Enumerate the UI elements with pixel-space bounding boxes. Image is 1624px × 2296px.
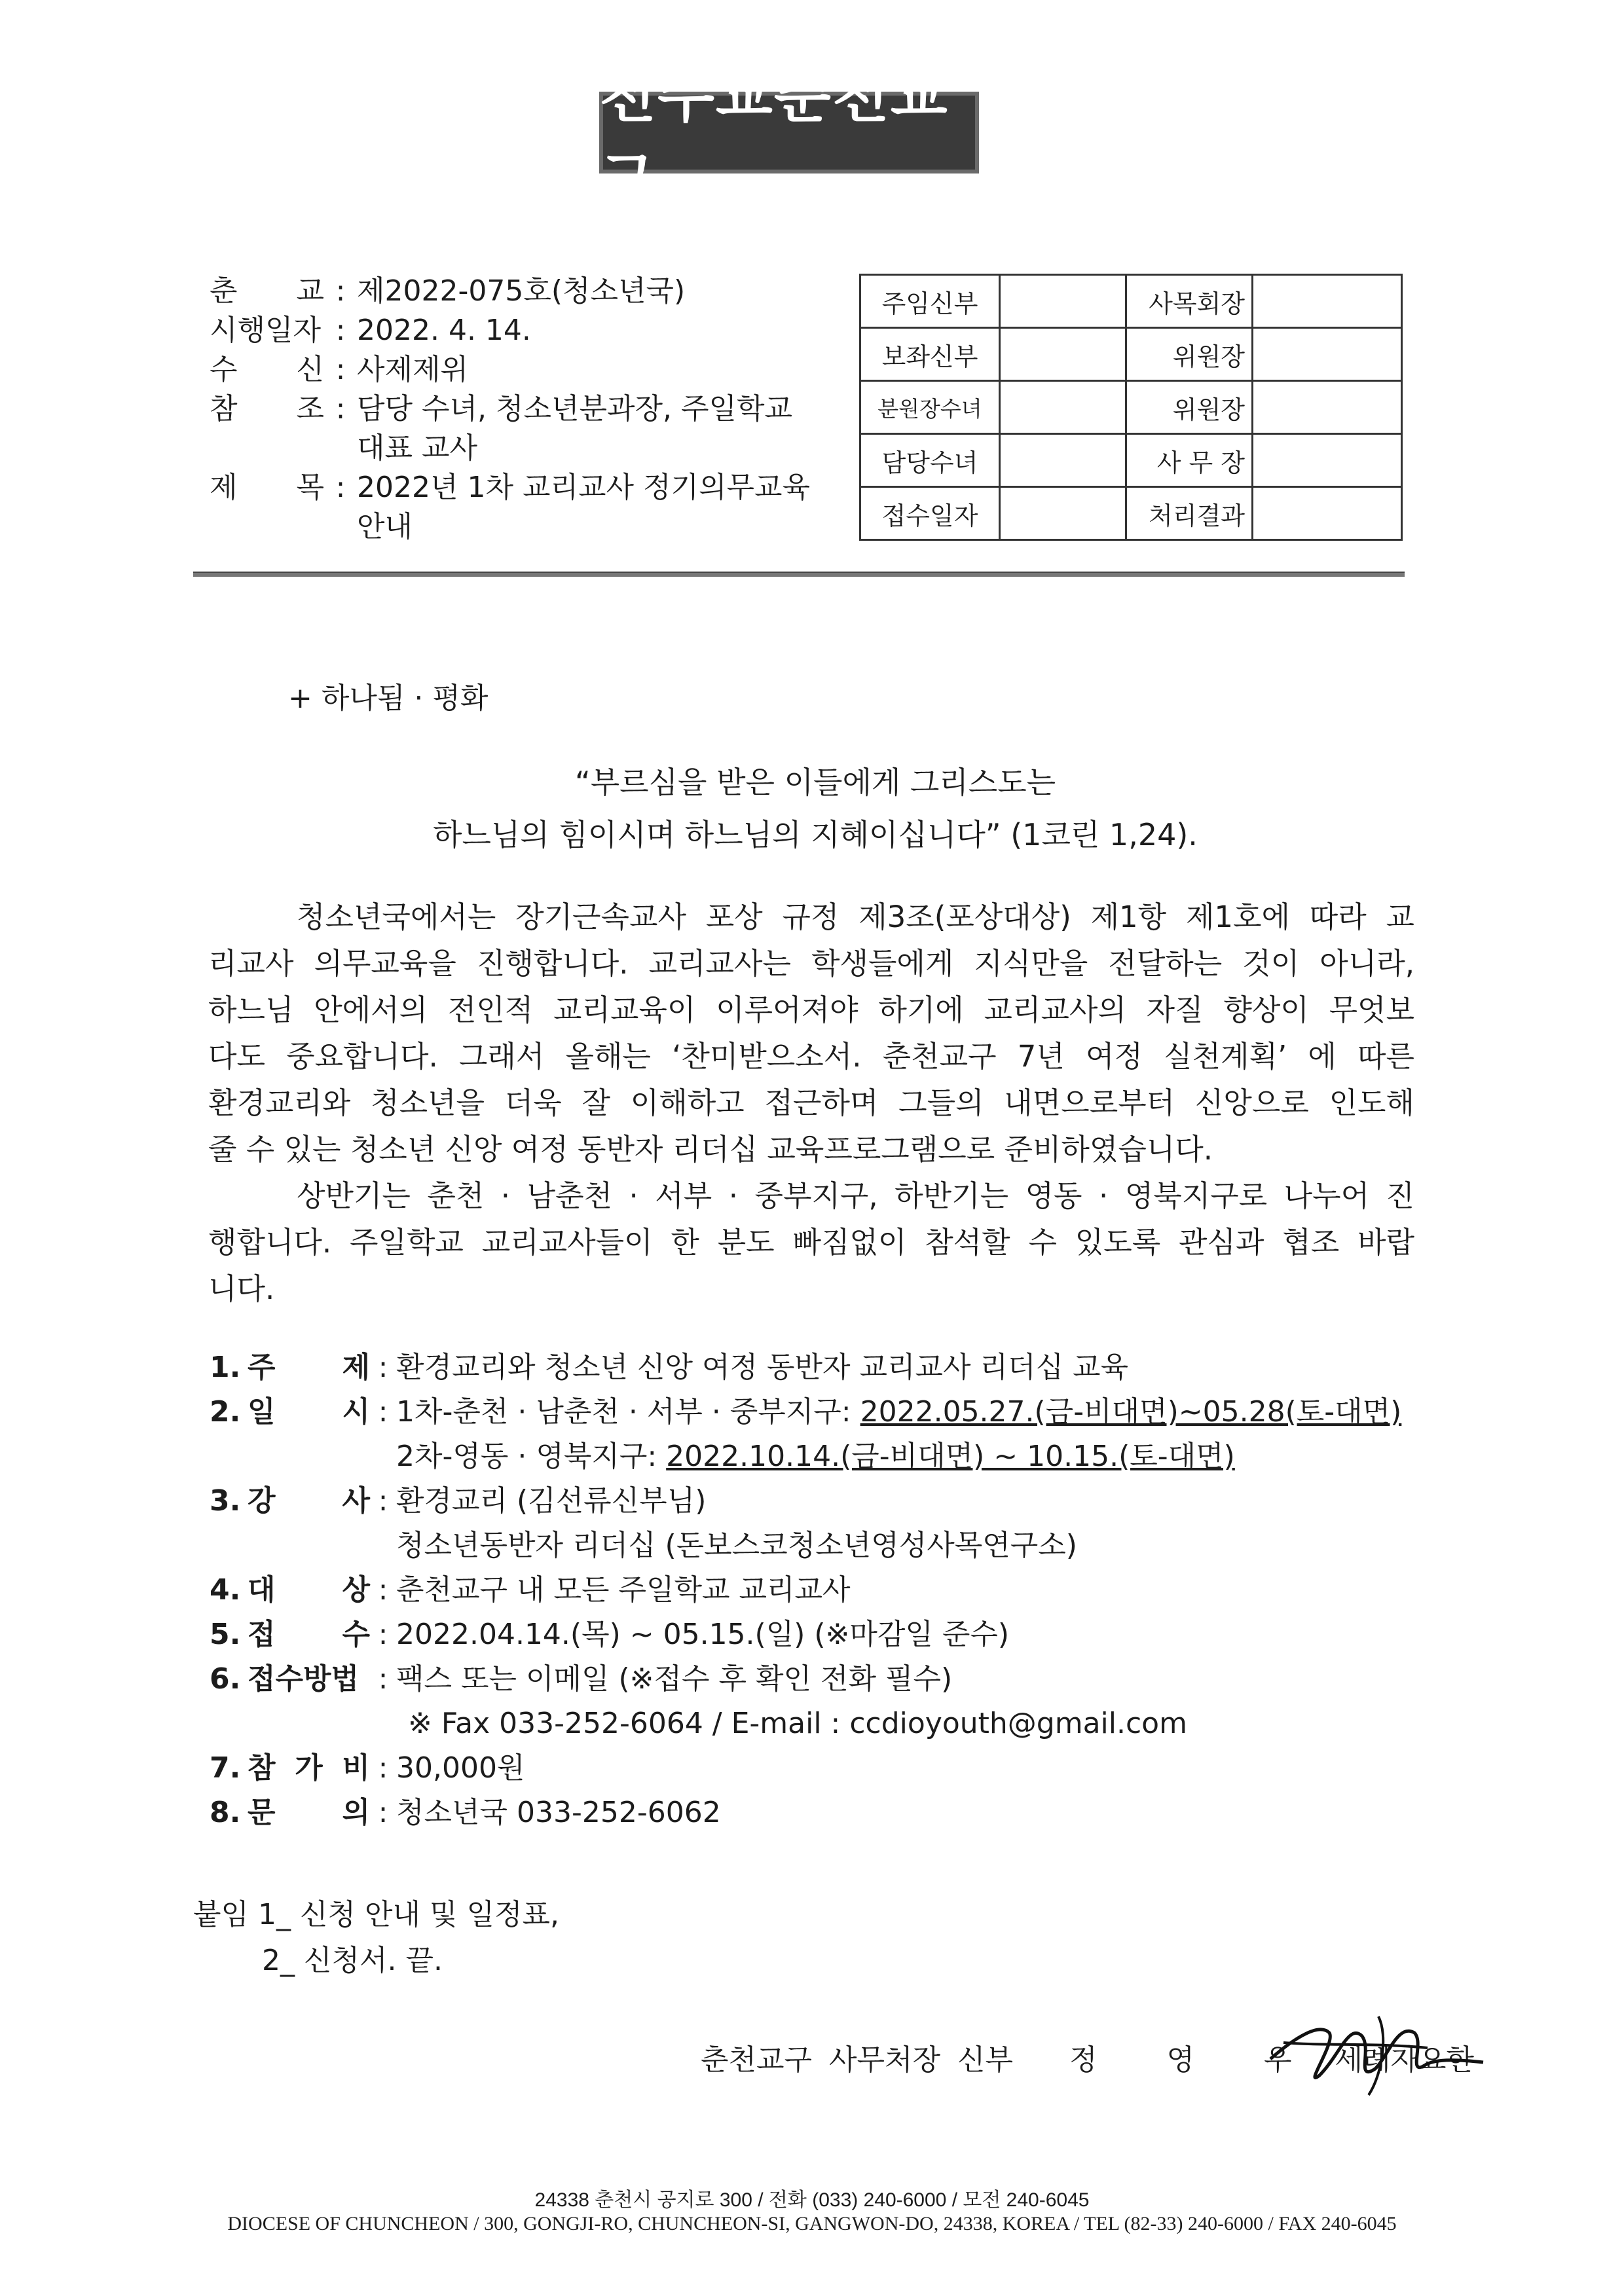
approval-label: 담당수녀 (860, 434, 1000, 487)
detail-item: 1. 주 제 : 환경교리와 청소년 신앙 여정 동반자 교리교사 리더십 교육 (210, 1345, 1421, 1390)
detail-item (210, 1523, 1421, 1568)
item-label: 주 제 (248, 1351, 370, 1384)
item-value: 2022.04.14.(목) ~ 05.15.(일) (※마감일 준수) (396, 1618, 1010, 1651)
item-number: 5. (210, 1618, 241, 1651)
approval-cell (1000, 487, 1126, 540)
body-line: 환경교리와 청소년을 더욱 잘 이해하고 접근하며 그들의 내면으로부터 신앙으로 인도해 (208, 1085, 1414, 1120)
footer-address-korean: 24338 춘천시 공지로 300 / 전화 (033) 240-6000 / 모전 240-6045 (534, 2189, 1090, 2211)
signer-name: 정 영 우 (1069, 2043, 1318, 2077)
item-value: 팩스 또는 이메일 (※접수 후 확인 전화 필수) (396, 1662, 953, 1696)
header-row (210, 507, 864, 547)
body-line: 줄 수 있는 청소년 신앙 여정 동반자 리더십 교육프로그램으로 준비하였습니다. (208, 1132, 1213, 1167)
header-value: 2022. 4. 14. (357, 314, 531, 347)
header-value: 담당 수녀, 청소년분과장, 주일학교 (357, 392, 792, 426)
item-label: 강 사 (248, 1484, 370, 1518)
header-row: 춘 교 : 제2022-075호(청소년국) (210, 272, 864, 311)
item-number: 6. (210, 1662, 241, 1696)
item-label: 접 수 (248, 1618, 370, 1651)
header-value: 2022년 1차 교리교사 정기의무교육 (357, 471, 810, 504)
item-date: 2022.10.14.(금-비대면) ~ 10.15.(토-대면) (666, 1440, 1235, 1473)
body-line: 행합니다. 주일학교 교리교사들이 한 분도 빠짐없이 참석할 수 있도록 관심과 협조 바랍 (208, 1225, 1414, 1260)
item-value: 청소년동반자 리더십 (돈보스코청소년영성사목연구소) (396, 1529, 1077, 1562)
body-line: 청소년국에서는 장기근속교사 포상 규정 제3조(포상대상) 제1항 제1호에 따라 교 (297, 900, 1414, 934)
approval-label: 사 무 장 (1126, 434, 1253, 487)
detail-item: 7. 참 가 비 : 30,000원 (210, 1746, 1421, 1791)
approval-cell (1000, 434, 1126, 487)
header-row: 참 조 : 담당 수녀, 청소년분과장, 주일학교 (210, 390, 864, 429)
header-row: 제 목 : 2022년 1차 교리교사 정기의무교육 (210, 468, 864, 507)
approval-row (860, 328, 1402, 381)
approval-cell (1253, 381, 1402, 434)
item-label: 일 시 (248, 1395, 370, 1429)
item-value: 1차-춘천 · 남춘천 · 서부 · 중부지구: (396, 1395, 860, 1429)
item-value: 환경교리와 청소년 신앙 여정 동반자 교리교사 리더십 교육 (396, 1351, 1128, 1384)
attachments (193, 1892, 559, 1984)
diocese-logo: 천주교춘천교구 (599, 92, 979, 173)
approval-label: 위원장 (1126, 328, 1253, 381)
quote-line: 하느님의 힘이시며 하느님의 지혜이십니다” (1코린 1,24). (433, 817, 1198, 852)
detail-item: 6. 접수방법 : 팩스 또는 이메일 (※접수 후 확인 전화 필수) (210, 1657, 1421, 1702)
header-value: 제2022-075호(청소년국) (357, 274, 686, 308)
item-value: 청소년국 033-252-6062 (396, 1796, 721, 1829)
contact-fax-email: ※ Fax 033-252-6064 / E-mail : ccdioyouth@gmail.com (408, 1707, 1187, 1740)
approval-cell (1253, 487, 1402, 540)
approval-table (859, 274, 1403, 541)
item-value: 환경교리 (김선류신부님) (396, 1484, 707, 1518)
approval-label: 주임신부 (860, 275, 1000, 328)
header-label: 시행일자 (210, 314, 322, 347)
header-value: 안내 (357, 510, 413, 543)
signer-baptism-name: 세례자요한 (1335, 2043, 1475, 2077)
body-line: 리교사 의무교육을 진행합니다. 교리교사는 학생들에게 지식만을 전달하는 것이 아니라, (208, 946, 1414, 981)
body-text (208, 894, 1414, 1312)
handwritten-signature-icon (1257, 1997, 1486, 2102)
approval-row (860, 487, 1402, 540)
item-number: 2. (210, 1395, 241, 1429)
body-line: 니다. (208, 1271, 275, 1306)
approval-row (860, 275, 1402, 328)
item-number: 1. (210, 1351, 241, 1384)
body-line: 다도 중요합니다. 그래서 올해는 ‘찬미받으소서. 춘천교구 7년 여정 실천계획’ 에 따른 (208, 1039, 1414, 1074)
approval-cell (1253, 275, 1402, 328)
item-label: 참 가 비 (248, 1751, 370, 1785)
header-row (210, 429, 864, 468)
attachment-line: 붙임 1_ 신청 안내 및 일정표, (193, 1898, 559, 1931)
item-number: 3. (210, 1484, 241, 1518)
scripture-quote (262, 756, 1369, 861)
header-label: 수 신 (210, 353, 324, 386)
approval-cell (1000, 381, 1126, 434)
header-divider (193, 572, 1405, 577)
item-label: 접수방법 (248, 1662, 360, 1696)
approval-cell (1253, 328, 1402, 381)
approval-label: 보좌신부 (860, 328, 1000, 381)
body-line: 하느님 안에서의 전인적 교리교육이 이루어져야 하기에 교리교사의 자질 향상이 무엇보 (208, 993, 1414, 1027)
item-value: 30,000원 (396, 1751, 525, 1785)
header-value: 사제제위 (357, 353, 469, 386)
header-row: 시행일자 : 2022. 4. 14. (210, 311, 864, 350)
item-value: 춘천교구 내 모든 주일학교 교리교사 (396, 1573, 851, 1607)
header-label: 춘 교 (210, 274, 324, 308)
approval-row (860, 434, 1402, 487)
signer-title: 춘천교구 사무처장 신부 (701, 2043, 1014, 2077)
item-number: 4. (210, 1573, 241, 1607)
header-value: 대표 교사 (357, 431, 478, 465)
document-header (210, 272, 864, 547)
detail-item: 5. 접 수 : 2022.04.14.(목) ~ 05.15.(일) (※마감일 준수) (210, 1613, 1421, 1657)
approval-label: 분원장수녀 (860, 381, 1000, 434)
detail-item: 8. 문 의 : 청소년국 033-252-6062 (210, 1791, 1421, 1835)
approval-label: 위원장 (1126, 381, 1253, 434)
detail-item (210, 1702, 1421, 1746)
approval-label: 사목회장 (1126, 275, 1253, 328)
approval-label: 처리결과 (1126, 487, 1253, 540)
item-value: 2차-영동 · 영북지구: (396, 1440, 667, 1473)
item-number: 8. (210, 1796, 241, 1829)
footer-address-english: DIOCESE OF CHUNCHEON / 300, GONGJI-RO, CHUNCHEON-SI, GANGWON-DO, 24338, KOREA / TEL (82-33) 240-6000 / FAX 240-6045 (227, 2213, 1397, 2234)
detail-item: 3. 강 사 : 환경교리 (김선류신부님) (210, 1479, 1421, 1523)
greeting: + 하나됨 · 평화 (288, 682, 489, 715)
approval-cell (1000, 328, 1126, 381)
approval-cell (1253, 434, 1402, 487)
header-row: 수 신 : 사제제위 (210, 350, 864, 390)
detail-item: 4. 대 상 : 춘천교구 내 모든 주일학교 교리교사 (210, 1568, 1421, 1613)
detail-item (210, 1434, 1421, 1479)
header-label: 제 목 (210, 471, 324, 504)
item-label: 대 상 (248, 1573, 370, 1607)
attachment-line: 2_ 신청서. 끝. (262, 1944, 443, 1977)
item-label: 문 의 (248, 1796, 370, 1829)
header-label: 참 조 (210, 392, 324, 426)
approval-row (860, 381, 1402, 434)
item-date: 2022.05.27.(금-비대면)~05.28(토-대면) (860, 1395, 1402, 1429)
approval-cell (1000, 275, 1126, 328)
quote-line: “부르심을 받은 이들에게 그리스도는 (574, 765, 1056, 800)
details-list (210, 1345, 1421, 1835)
approval-label: 접수일자 (860, 487, 1000, 540)
body-line: 상반기는 춘천 · 남춘천 · 서부 · 중부지구, 하반기는 영동 · 영북지구로 나누어 진 (297, 1178, 1414, 1213)
detail-item: 2. 일 시 : 1차-춘천 · 남춘천 · 서부 · 중부지구: 2022.05.27.(금-비대면)~05.28(토-대면) (210, 1390, 1421, 1434)
item-number: 7. (210, 1751, 241, 1785)
